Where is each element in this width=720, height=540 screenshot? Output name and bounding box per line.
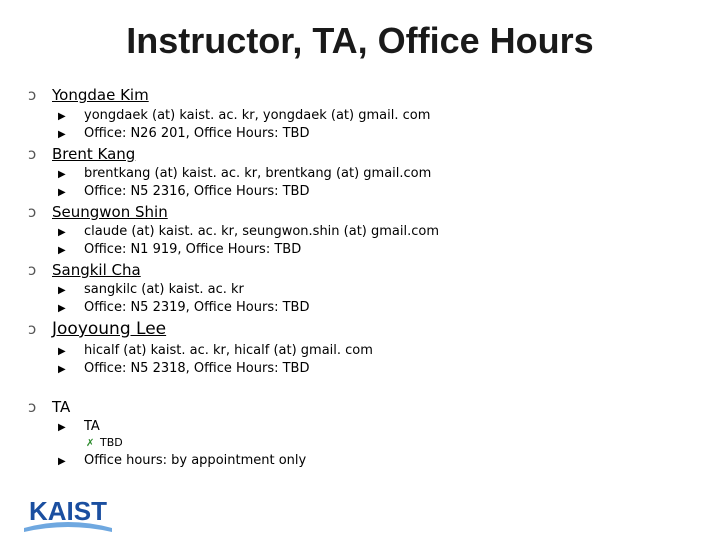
curl-bullet-icon: ↄ — [28, 145, 37, 163]
slide-title: Instructor, TA, Office Hours — [126, 20, 594, 61]
triangle-arrow-icon: ▶ — [58, 456, 66, 467]
curl-bullet-icon: ↄ — [28, 261, 37, 279]
curl-bullet-icon: ↄ — [28, 398, 37, 416]
triangle-arrow-icon: ▶ — [58, 422, 66, 433]
figure-bullet-icon: ✗ — [86, 438, 95, 449]
triangle-arrow-icon: ▶ — [58, 169, 66, 180]
triangle-arrow-icon: ▶ — [58, 346, 66, 357]
triangle-arrow-icon: ▶ — [58, 187, 66, 198]
ta-office-hours: ▶ Office hours: by appointment only — [58, 453, 307, 468]
detail-line: ▶ Office: N26 201, Office Hours: TBD — [58, 126, 310, 141]
person-name-yongdae-kim: ↄ Yongdae Kim — [28, 86, 149, 104]
triangle-arrow-icon: ▶ — [58, 285, 66, 296]
detail-line: ▶ yongdaek (at) kaist. ac. kr, yongdaek (at) gmail. com — [58, 108, 431, 123]
curl-bullet-icon: ↄ — [28, 320, 37, 338]
curl-bullet-icon: ↄ — [28, 86, 37, 104]
curl-bullet-icon: ↄ — [28, 203, 37, 221]
detail-line: ▶ claude (at) kaist. ac. kr, seungwon.shin (at) gmail.com — [58, 224, 440, 239]
person-name-sangkil-cha: ↄ Sangkil Cha — [28, 261, 141, 279]
person-name-brent-kang: ↄ Brent Kang — [28, 145, 136, 163]
detail-line: ▶ Office: N5 2318, Office Hours: TBD — [58, 361, 310, 376]
triangle-arrow-icon: ▶ — [58, 364, 66, 375]
person-name-jooyoung-lee: ↄ Jooyoung Lee — [28, 319, 167, 339]
detail-line: ▶ sangkilc (at) kaist. ac. kr — [58, 282, 244, 297]
triangle-arrow-icon: ▶ — [58, 303, 66, 314]
detail-line: ▶ Office: N1 919, Office Hours: TBD — [58, 242, 302, 257]
detail-line: ▶ Office: N5 2319, Office Hours: TBD — [58, 300, 310, 315]
logo-text: KAIST — [29, 496, 107, 526]
kaist-logo — [20, 494, 116, 534]
detail-line: ▶ hicalf (at) kaist. ac. kr, hicalf (at) gmail. com — [58, 343, 373, 358]
ta-heading: ↄ TA — [28, 398, 71, 416]
triangle-arrow-icon: ▶ — [58, 227, 66, 238]
ta-sub: ▶ TA — [58, 419, 100, 434]
ta-sub-detail: ✗ TBD — [86, 436, 123, 449]
detail-line: ▶ Office: N5 2316, Office Hours: TBD — [58, 184, 310, 199]
triangle-arrow-icon: ▶ — [58, 111, 66, 122]
triangle-arrow-icon: ▶ — [58, 245, 66, 256]
triangle-arrow-icon: ▶ — [58, 129, 66, 140]
person-name-seungwon-shin: ↄ Seungwon Shin — [28, 203, 168, 221]
detail-line: ▶ brentkang (at) kaist. ac. kr, brentkang (at) gmail.com — [58, 166, 432, 181]
